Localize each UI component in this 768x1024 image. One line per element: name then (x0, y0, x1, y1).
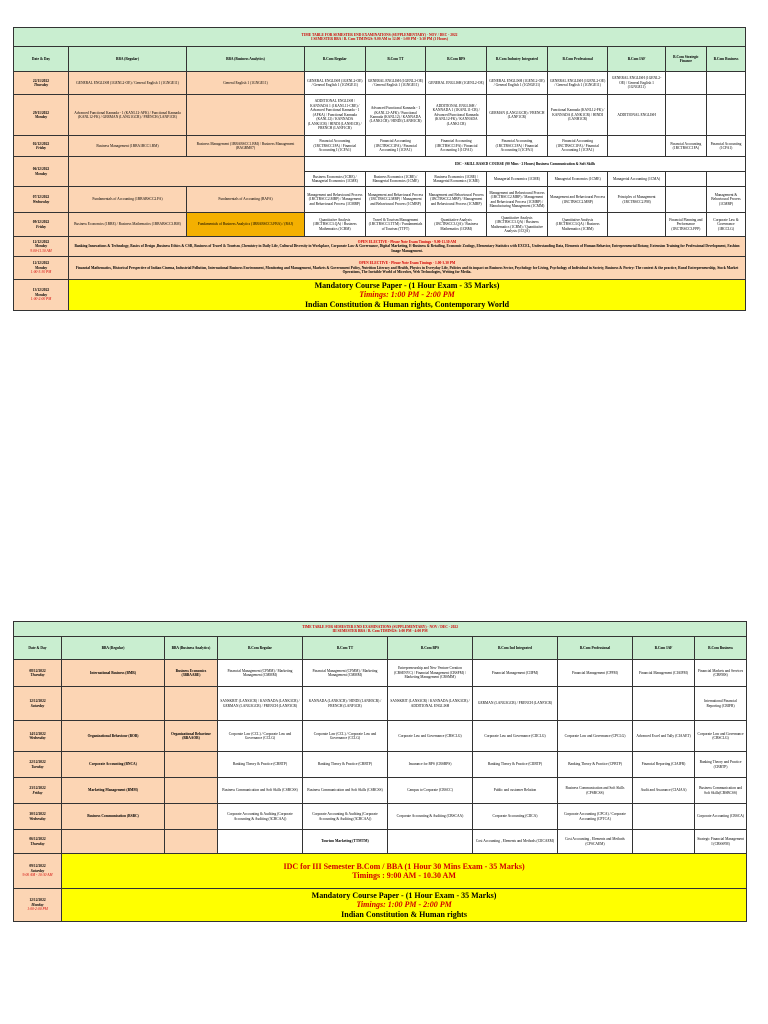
exam-cell: Corporate Law and Governance (CPCLG) (558, 721, 633, 752)
exam-cell (706, 95, 745, 136)
col-header: BBA (Regular) (62, 637, 165, 660)
mandatory-course-title: Mandatory Course Paper - (1 Hour Exam - 35 Marks) (314, 281, 500, 291)
col-header: B.Com Industry Integrated (487, 47, 548, 72)
col-header: BBA (Business Analytics) (186, 47, 304, 72)
col-header: B.Com Regular (304, 47, 365, 72)
exam-cell (665, 187, 706, 213)
exam-cell: Corporate Accounting & Auditing (CBSCAA) (388, 804, 473, 830)
exam-cell: Business Economics (1BBE) / Business Mathematics (1BBABSCC3.BM) (68, 213, 186, 237)
exam-cell: Campus to Corporate (CBSCC) (388, 778, 473, 804)
exam-cell: Banking Theory & Practice (CIIBTP) (473, 752, 558, 778)
exam-cell: General English 1 (1GNGE11) (186, 72, 304, 95)
table-row (14, 72, 746, 95)
exam-cell: ADDITIONAL ENGLISH (608, 95, 665, 136)
exam-cell: Business Communication and Soft Skills (CSBCSS) (218, 778, 303, 804)
exam-cell (706, 72, 745, 95)
table-row (14, 213, 746, 237)
exam-cell: ADDITIONAL ENGLISH / KANNADA 1 (1KANL11-CRE) / Advanced Functional Kannada - 1 (AFKA) / Functional Kannada (KANL12) / KANNADA (LANK1CR) / HINDI (LANH1CR) / FRENCH (LANF1CR) (304, 95, 365, 136)
date-cell: 09/12/2022 Saturday 9:00 AM - 10:30 AM (14, 854, 62, 889)
exam-cell: Advanced Excel and Tally (CIAAET) (633, 721, 695, 752)
exam-cell: ADDITIONAL ENGLISH / KANNADA 1 (1KANL11-CR) / Advanced Functional Kannada (KANL12-FK) / KANNADA (LANK1CR) (426, 95, 487, 136)
date-cell: 23/12/2022 Friday (14, 778, 62, 804)
title-row (14, 622, 747, 637)
exam-cell (665, 95, 706, 136)
exam-cell: Principles of Management (1BCTBSCC2.PM) (608, 187, 665, 213)
exam-cell: Financial Reporting (CIAIFR) (633, 752, 695, 778)
exam-cell: Management & Behavioural Process (1CMBP) (706, 187, 745, 213)
exam-cell: Financial Management (CIAIFM) (633, 660, 695, 687)
exam-cell: Banking Theory and Practice (CBBTP) (695, 752, 747, 778)
table-title: TIME TABLE FOR SEMESTER END EXAMINATIONS (SUPPLEMENTARY) - NOV / DEC - 2022 (302, 624, 458, 629)
header-row (14, 47, 746, 72)
exam-cell: Managerial Economics (1CME) (547, 172, 608, 187)
exam-cell (608, 136, 665, 157)
timetable-semester-1 (13, 27, 746, 311)
col-header: Date & Day (14, 47, 69, 72)
exam-cell: SANSKRIT (LANS3CR) / KANNADA (LANK3CR) / GERMAN (LANG3GCR) / FRENCH (LANF3CR) (218, 687, 303, 721)
table-row (14, 660, 747, 687)
exam-cell: Business Economics (1CBE) / Managerial Economics (1CME) (365, 172, 426, 187)
exam-cell: Corporate Law (CCL) / Corporate Law and Governance (CCLG) (218, 721, 303, 752)
exam-cell: Financial Management (CPFM) (558, 660, 633, 687)
exam-cell: Organizational Behaviour (BBAAOB) (165, 721, 218, 752)
exam-cell: Financial Accounting (1BCTBSCC1FA) / Financial Accounting I (1CFA1) (304, 136, 365, 157)
exam-cell: Strategic Financial Management I (CBSSFM) (695, 830, 747, 854)
col-header: B.Com Professional (558, 637, 633, 660)
exam-cell: Banking Theory & Practice (CBBTP) (218, 752, 303, 778)
exam-cell: Tourism Marketing (TTMTM) (303, 830, 388, 854)
date-cell: 12/12/2022 Monday 9.00-11.30 AM (14, 237, 69, 257)
exam-cell: Financial Management (CIIFM) (473, 660, 558, 687)
exam-cell: Managerial Economics (1CME) (487, 172, 548, 187)
table-row (14, 95, 746, 136)
exam-cell: Managerial Accounting (1CMA) (608, 172, 665, 187)
table-row (14, 687, 747, 721)
date-cell: 08/12/2022 Thursday (14, 660, 62, 687)
exam-cell: Management and Behavioural Process (1BCTBSCC2.MBP) / Management and Behavioural Process (1CMBP) / Manufacturing Management (1CMM) (487, 187, 548, 213)
mandatory-course-timings: Timings: 1:00 PM - 2:00 PM (359, 290, 455, 300)
open-elective-heading: OPEN ELECTIVE - Please Note Exam Timings - 1.00-3.30 PM (358, 261, 456, 266)
col-header: BBA (Business Analytics) (165, 637, 218, 660)
exam-cell: Corporate Accounting (CIICA) (473, 804, 558, 830)
mandatory-course-subjects: Indian Constitution & Human rights (341, 909, 467, 919)
exam-cell: Quantitative Analysis (1BCTBSCC3.QA) / Business Mathematics (1CBM) (547, 213, 608, 237)
exam-cell: International Business (BMR) (62, 660, 165, 687)
idc-row (14, 854, 747, 889)
exam-cell: Corporate Accounting & Auditing (Corporate Accounting & Auditing (3CBCAA)) (303, 804, 388, 830)
exam-cell: Financial Accounting (1BCTBSCC1FA) / Financial Accounting I (1CFA1) (487, 136, 548, 157)
exam-cell: Cost Accounting , Elements and Methods (CIICAEM) (473, 830, 558, 854)
exam-cell: Quantitative Analysis (1BCTBSCC3.QA) / Business Mathematics (1CBM) (426, 213, 487, 237)
exam-cell: Financial Management (CFMM) / Marketing Management (CMMM) (218, 660, 303, 687)
exam-cell: GERMAN (LANG3GCR) / FRENCH (LANF3CR) (473, 687, 558, 721)
exam-cell: Management and Behavioural Process (1BCTBSCC2.MBP) / Management and Behavioural Process (1CMBP) (426, 187, 487, 213)
exam-cell: Fundamentals of Accounting (1BBABSCC2.FA) (68, 187, 186, 213)
exam-cell: Corporate Law & Governance (1BCCLG) (706, 213, 745, 237)
exam-cell: Financial Planning and Performance (1BCTBSCC3.FPP) (665, 213, 706, 237)
open-elective-subjects: Financial Mathematics, Historical Perspective of Indian Cinema, Industrial Pollution, International Business Environment, Monitoring and Management, Markets & Government Policy, Nutrition Literacy and Health, Physics in Everyday Life, Policies and its impact on Business Sector, Psychology for Living, Psychology of Individual in Society, Business & Poetry: The context & the practice, Rural Entrepreneurship, Stock Market Operations, The Invisible World of Microbes, Web Technologies, Writing for Media. (75, 265, 739, 275)
exam-cell: GENERAL ENGLISH (1GENL2-OE) / General English 1 (1GNGE11) (365, 72, 426, 95)
date-cell: 07/12/2022 Wednesday (14, 187, 69, 213)
header-row (14, 637, 747, 660)
date-cell: 06/12/2022 Thursday (14, 830, 62, 854)
exam-cell (665, 72, 706, 95)
exam-cell (62, 830, 165, 854)
exam-cell: Business Economics (3BBAABE) (165, 660, 218, 687)
open-elective-heading: OPEN ELECTIVE - Please Note Exam Timings - 9.00-11.30 AM (357, 239, 457, 244)
exam-cell: Corporate Law and Governance (CIICLG) (473, 721, 558, 752)
exam-cell: Financial Markets and Services (CBFMS) (695, 660, 747, 687)
exam-cell (633, 687, 695, 721)
exam-cell (388, 830, 473, 854)
exam-cell: Corporate Accounting (BNCA) (62, 752, 165, 778)
exam-cell: Financial Accounting (1BCTBSCC1FA) / Financial Accounting I (1CFA1) (426, 136, 487, 157)
col-header: Date & Day (14, 637, 62, 660)
exam-cell (68, 157, 304, 187)
exam-cell: Business Communication and Soft Skills(CBSBCSS) (695, 778, 747, 804)
exam-cell: KANNADA (LANK3CR) / HINDI (LANH3CR) / FRENCH (LANF3CR) (303, 687, 388, 721)
table-row (14, 157, 746, 172)
exam-cell (165, 687, 218, 721)
date-cell: 22/11/2022 Thursday (14, 72, 69, 95)
table-row (14, 136, 746, 157)
exam-cell (218, 830, 303, 854)
exam-cell: Banking Theory & Practice (CBBTP) (303, 752, 388, 778)
exam-cell: Business Communication and Soft Skills (CSBCSS) (303, 778, 388, 804)
col-header: B.Com Ind Integrated (473, 637, 558, 660)
timetable-semester-3 (13, 621, 747, 922)
mandatory-course-title: Mandatory Course Paper - (1 Hour Exam - 35 Marks) (311, 891, 497, 901)
col-header: B.Com IAF (608, 47, 665, 72)
title-row (14, 28, 746, 47)
exam-cell (706, 172, 745, 187)
exam-cell: GENERAL ENGLISH (1GENL2-OE) / General English 1 (1GNGE11) (304, 72, 365, 95)
col-header: B.Com Regular (218, 637, 303, 660)
exam-cell: Business Communication (BSBC) (62, 804, 165, 830)
exam-cell: Management and Behavioural Process (1BCTBSCC2.MBP) / Management and Behavioural Process (1CMBP) (304, 187, 365, 213)
exam-cell (665, 172, 706, 187)
col-header: B.Com TT (303, 637, 388, 660)
exam-cell (558, 687, 633, 721)
exam-cell: Cost Accounting , Elements and Methods (CPSCAEM) (558, 830, 633, 854)
exam-cell: Corporate Accounting (CBSCA) (695, 804, 747, 830)
exam-cell: Financial Accounting (1BCTBSCC1FA) (665, 136, 706, 157)
exam-cell: Financial Accounting (1CFA1) (706, 136, 745, 157)
exam-cell: GENERAL ENGLISH (1GENL2-OE) / General English 1 (1GNGE11) (608, 72, 665, 95)
col-header: B.Com TT (365, 47, 426, 72)
exam-cell: Business Management (1BBABSCC1.BM) / Business Management (BAGBM07) (186, 136, 304, 157)
col-header: B.Com IAF (633, 637, 695, 660)
col-header: B.Com Business (706, 47, 745, 72)
table-row (14, 721, 747, 752)
exam-cell: Corporate Accounting (CPCA) / Corporate Accounting (CPTCA) (558, 804, 633, 830)
exam-cell: Insurance for BPS (CBSBPS) (388, 752, 473, 778)
exam-cell: Fundamentals of Business Analytics (1BBABSCC3.FBA) / (BAJ) (186, 213, 304, 237)
table-row (14, 778, 747, 804)
exam-cell: Business Management (1BBA1BCC1.BM) (68, 136, 186, 157)
exam-cell: Organizational Behaviour (BOB) (62, 721, 165, 752)
open-elective-row (14, 237, 746, 257)
date-cell: 12/12/2022 Monday 1:00-3:30 PM (14, 257, 69, 280)
table-title: TIME TABLE FOR SEMESTER END EXAMINATIONS (SUPPLEMENTARY) - NOV / DEC - 2022 (301, 32, 458, 37)
date-cell: 06/12/2022 Monday (14, 157, 69, 187)
exam-cell: Business Economics (1CBE) / Managerial Economics (1CME) (304, 172, 365, 187)
exam-cell: Travel & Tourism Management (1BCTBSCC3.TTM) / Fundamentals of Tourism (TTFT) (365, 213, 426, 237)
exam-cell: Corporate Law and Governance (CBSCLG) (388, 721, 473, 752)
mandatory-course-subjects: Indian Constitution & Human rights, Contemporary World (304, 299, 510, 309)
idc-timings: Timings : 9:00 AM - 10.30 AM (352, 871, 456, 880)
exam-cell (165, 804, 218, 830)
exam-cell: Fundamentals of Accounting (BAFA) (186, 187, 304, 213)
exam-cell: Management and Behavioural Process (1BCTBSCC2.MBP) (547, 187, 608, 213)
date-cell: 14/12/2022 Wednesday (14, 721, 62, 752)
date-cell: 22/12/2022 Tuesday (14, 752, 62, 778)
exam-cell: Advanced Functional Kannada - 1 (KANL12-AFK) / Functional Kannada (KANL12-FK) / GERMAN (LANG1GCR) / FRENCH (LANF1CR) (68, 95, 186, 136)
col-header: B.Com BPS (388, 637, 473, 660)
col-header: B.Com BPS (426, 47, 487, 72)
exam-cell: SANSKRIT (LANS3CR) / KANNADA (LANK3CR) / ADDITIONAL ENGLISH (388, 687, 473, 721)
exam-cell: Public and customer Relation (473, 778, 558, 804)
exam-cell: Business Economics (1CBE) / Managerial Economics (1CME) (426, 172, 487, 187)
exam-cell (165, 778, 218, 804)
exam-cell: Quantitative Analysis (1BCTBSCC3.QA) / Business Mathematics (1CBM) / Quantitative Analysis (1CQA) (487, 213, 548, 237)
exam-cell: Corporate Law and Governance (CBSCLG) (695, 721, 747, 752)
date-cell: 09/12/2022 Friday (14, 213, 69, 237)
date-cell: 30/12/2022 Wednesday (14, 804, 62, 830)
date-cell: 12/12/2022 Saturday (14, 687, 62, 721)
exam-cell: GERMAN (LANG1GCR) / FRENCH (LANF1CR) (487, 95, 548, 136)
exam-cell: Banking Theory & Practice (CPBTP) (558, 752, 633, 778)
col-header: B.Com Professional (547, 47, 608, 72)
exam-cell: International Financial Reporting (CBIFR) (695, 687, 747, 721)
exam-cell: Management and Behavioural Process (1BCTBSCC2.MBP) / Management and Behavioural Process (1CMBP) (365, 187, 426, 213)
date-cell: 02/12/2022 Friday (14, 136, 69, 157)
date-cell: 13/12/2022 Monday 1:00-2:00 PM (14, 280, 69, 311)
mandatory-course-timings: Timings: 1:00 PM - 2:00 PM (356, 900, 452, 910)
table-row (14, 752, 747, 778)
exam-cell: Financial Management (CFMM) / Marketing Management (CMMM) (303, 660, 388, 687)
exam-cell: Advanced Functional Kannada - 1 (KANL12-AFK) / Functional Kannada (KANL12) / KANNADA (LANK1CR) / HINDI (LANH1CR) (365, 95, 426, 136)
table-row (14, 830, 747, 854)
date-cell: 12/12/2022 Monday 1:00-2:00 PM (14, 889, 62, 922)
table-row (14, 804, 747, 830)
mandatory-course-row (14, 280, 746, 311)
exam-cell: Corporate Law (CCL) / Corporate Law and Governance (CCLG) (303, 721, 388, 752)
exam-cell: Functional Kannada (KANL12-FK) / KANNADA (LANK1CR) / HINDI (LANH1CR) (547, 95, 608, 136)
exam-cell: Quantitative Analysis (1BCTBSCC3.QA) / Business Mathematics (1CBM) (304, 213, 365, 237)
exam-cell (165, 830, 218, 854)
table-subtitle: III SEMESTER BBA / B. Com TIMINGS: 1:00 PM - 4:00 PM (332, 629, 428, 633)
exam-cell: Marketing Management (BMM) (62, 778, 165, 804)
exam-cell: Financial Accounting (1BCTBSCC1FA) / Financial Accounting I (1CFA1) (547, 136, 608, 157)
exam-cell: Corporate Accounting & Auditing (Corporate Accounting & Auditing (3CBCAA)) (218, 804, 303, 830)
idc-title: IDC for III Semester B.Com / BBA (1 Hour 30 Mins Exam - 35 Marks) (283, 861, 525, 871)
exam-cell: GENERAL ENGLISH (1GENL2-OE) / General English 1 (1GNGE11) (487, 72, 548, 95)
exam-cell: Entrepreneurship and New Venture Creation (CBSENVC) / Financial Management (CBSFM) / Marketing Management (CBSMM) (388, 660, 473, 687)
idc-skill-course: IDC - SKILL BASED COURSE (90 Mins - 2 Hours) Business Communication & Soft Skills (304, 157, 745, 172)
exam-cell: GENERAL ENGLISH (1GENL2-OE) / General English 1 (1GNGE11) (68, 72, 186, 95)
exam-cell: Audit and Assurance (CIAIAA) (633, 778, 695, 804)
exam-cell: Financial Accounting (1BCTBSCC1FA) / Financial Accounting I (1CFA1) (365, 136, 426, 157)
col-header: B.Com Business (695, 637, 747, 660)
exam-cell: Business Communication and Soft Skills (CPSBCSS) (558, 778, 633, 804)
exam-cell (186, 95, 304, 136)
table-row (14, 187, 746, 213)
exam-cell (633, 830, 695, 854)
col-header: BBA (Regular) (68, 47, 186, 72)
col-header: B.Com Strategic Finance (665, 47, 706, 72)
exam-cell: GENERAL ENGLISH (1GENL2-OE) / General English 1 (1GNGE11) (547, 72, 608, 95)
date-cell: 29/11/2022 Monday (14, 95, 69, 136)
exam-cell (62, 687, 165, 721)
open-elective-subjects: Banking Innovations & Technology, Basics of Design ,Business Ethics & CSR, Business of Travel & Tourism ,Chemistry in Daily Life, Cultural Diversity in Workplace, Corporate Law & Governance, Digital Marketing, E-Business & Retailing, Economic Zoology, Elementary Statistics with EXCEL, Understanding Data, Elements of Human Behavior, Entrepreneurial Botany, Extension Training for Professional Development, Fashion Image Management. (74, 244, 740, 253)
exam-cell (165, 752, 218, 778)
open-elective-row (14, 257, 746, 280)
exam-cell: GENERAL ENGLISH (1GENL2-OE) (426, 72, 487, 95)
exam-cell (608, 213, 665, 237)
exam-cell (633, 804, 695, 830)
table-subtitle: I SEMESTER BBA / B. Com TIMINGS: 9.00 AM to 12.00 - 1:00 PM - 3:30 PM (3 Hours) (311, 37, 448, 41)
mandatory-course-row (14, 889, 747, 922)
